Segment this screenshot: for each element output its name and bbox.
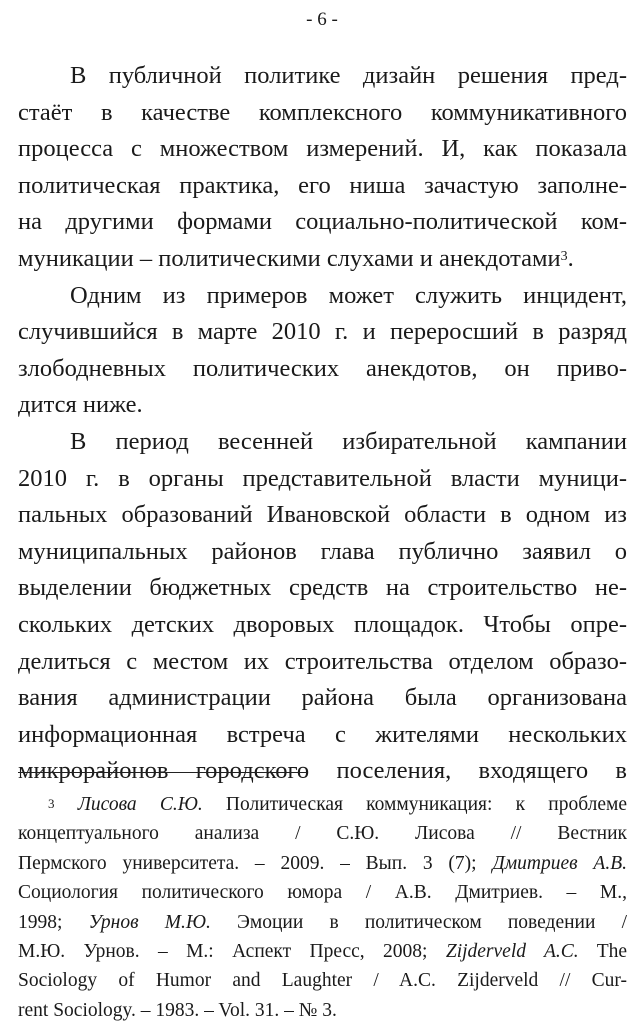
footnote-number: 3 — [48, 796, 55, 811]
text-line: В период весенней избирательной кампании — [70, 427, 627, 455]
paragraph — [18, 278, 627, 424]
footnote-line — [18, 937, 627, 966]
footnote — [18, 790, 627, 1025]
text-line: Одним из примеров может служить инцидент, — [70, 281, 627, 309]
footnote-text: Пермского университета. – 2009. – Вып. 3 (7); — [18, 852, 493, 874]
footnote-text: Политическая коммуникация: к проблеме — [202, 794, 628, 815]
footnote-line — [18, 849, 627, 878]
paragraph — [18, 58, 627, 278]
text-line: делиться с местом их строительства отделом образо- — [18, 647, 627, 675]
footnote-text: концептуального анализа / С.Ю. Лисова // Вестник — [18, 823, 627, 845]
footnote-author: Zijderveld A.C. — [445, 940, 579, 962]
text-line: на другими формами социально-политической ком- — [18, 208, 627, 236]
text-line: дится ниже. — [18, 391, 143, 419]
footnote-text: The — [578, 940, 628, 962]
text-line: вания администрации района была организована — [18, 684, 627, 712]
footnote-line — [18, 966, 627, 995]
text-line: муниципальных районов глава публично заявил о — [18, 537, 627, 565]
text-line: выделении бюджетных средств на строительство не- — [18, 574, 627, 602]
footnote-separator — [18, 772, 306, 773]
footnote-text: Социология политического юмора / А.В. Дмитриев. – М., — [18, 882, 627, 904]
footnote-text: rent Sociology. – 1983. – Vol. 31. – № 3. — [18, 999, 337, 1021]
footnote-author: Дмитриев А.В. — [492, 852, 627, 874]
footnote-text: Эмоции в политическом поведении / — [210, 911, 627, 933]
footnote-reference: 3 — [560, 248, 568, 264]
text-line: микрорайонов городского поселения, входящего в — [18, 757, 627, 785]
body-text — [18, 58, 627, 790]
footnote-line — [18, 790, 627, 819]
text-line: случившийся в марте 2010 г. и переросший в разряд — [18, 318, 627, 346]
footnote-line — [18, 996, 627, 1025]
text-line: политическая практика, его ниша зачастую заполне- — [18, 171, 627, 199]
text-line: В публичной политике дизайн решения пред- — [70, 62, 627, 89]
footnote-author: Урнов М.Ю. — [88, 911, 211, 933]
footnote-line — [18, 819, 627, 848]
page-number: - 6 - — [306, 9, 338, 30]
text-line: процесса с множеством измерений. И, как показала — [18, 135, 627, 163]
footnote-text: М.Ю. Урнов. – М.: Аспект Пресс, 2008; — [18, 940, 446, 962]
text-line: пальных образований Ивановской области в одном из — [18, 501, 627, 529]
text-line: муникации – политическими слухами и анекдотами$^3$. — [18, 244, 574, 272]
paragraph — [18, 424, 627, 790]
text-line: информационная встреча с жителями нескольких — [18, 720, 627, 748]
text-line: скольких детских дворовых площадок. Чтобы опре- — [18, 610, 627, 638]
text-line-content: муникации – политическими слухами и анекдотами — [18, 244, 561, 272]
footnote-author: Лисова С.Ю. — [77, 794, 203, 815]
text-line: 2010 г. в органы представительной власти муници- — [18, 464, 627, 492]
footnote-text: Sociology of Humor and Laughter / A.C. Zijderveld // Cur- — [18, 970, 627, 992]
text-line: стаёт в качестве комплексного коммуникативного — [18, 98, 627, 126]
footnote-text: 1998; — [18, 911, 89, 933]
text-line: злободневных политических анекдотов, он приво- — [18, 354, 627, 382]
footnote-line — [18, 878, 627, 907]
footnote-line — [18, 908, 627, 937]
